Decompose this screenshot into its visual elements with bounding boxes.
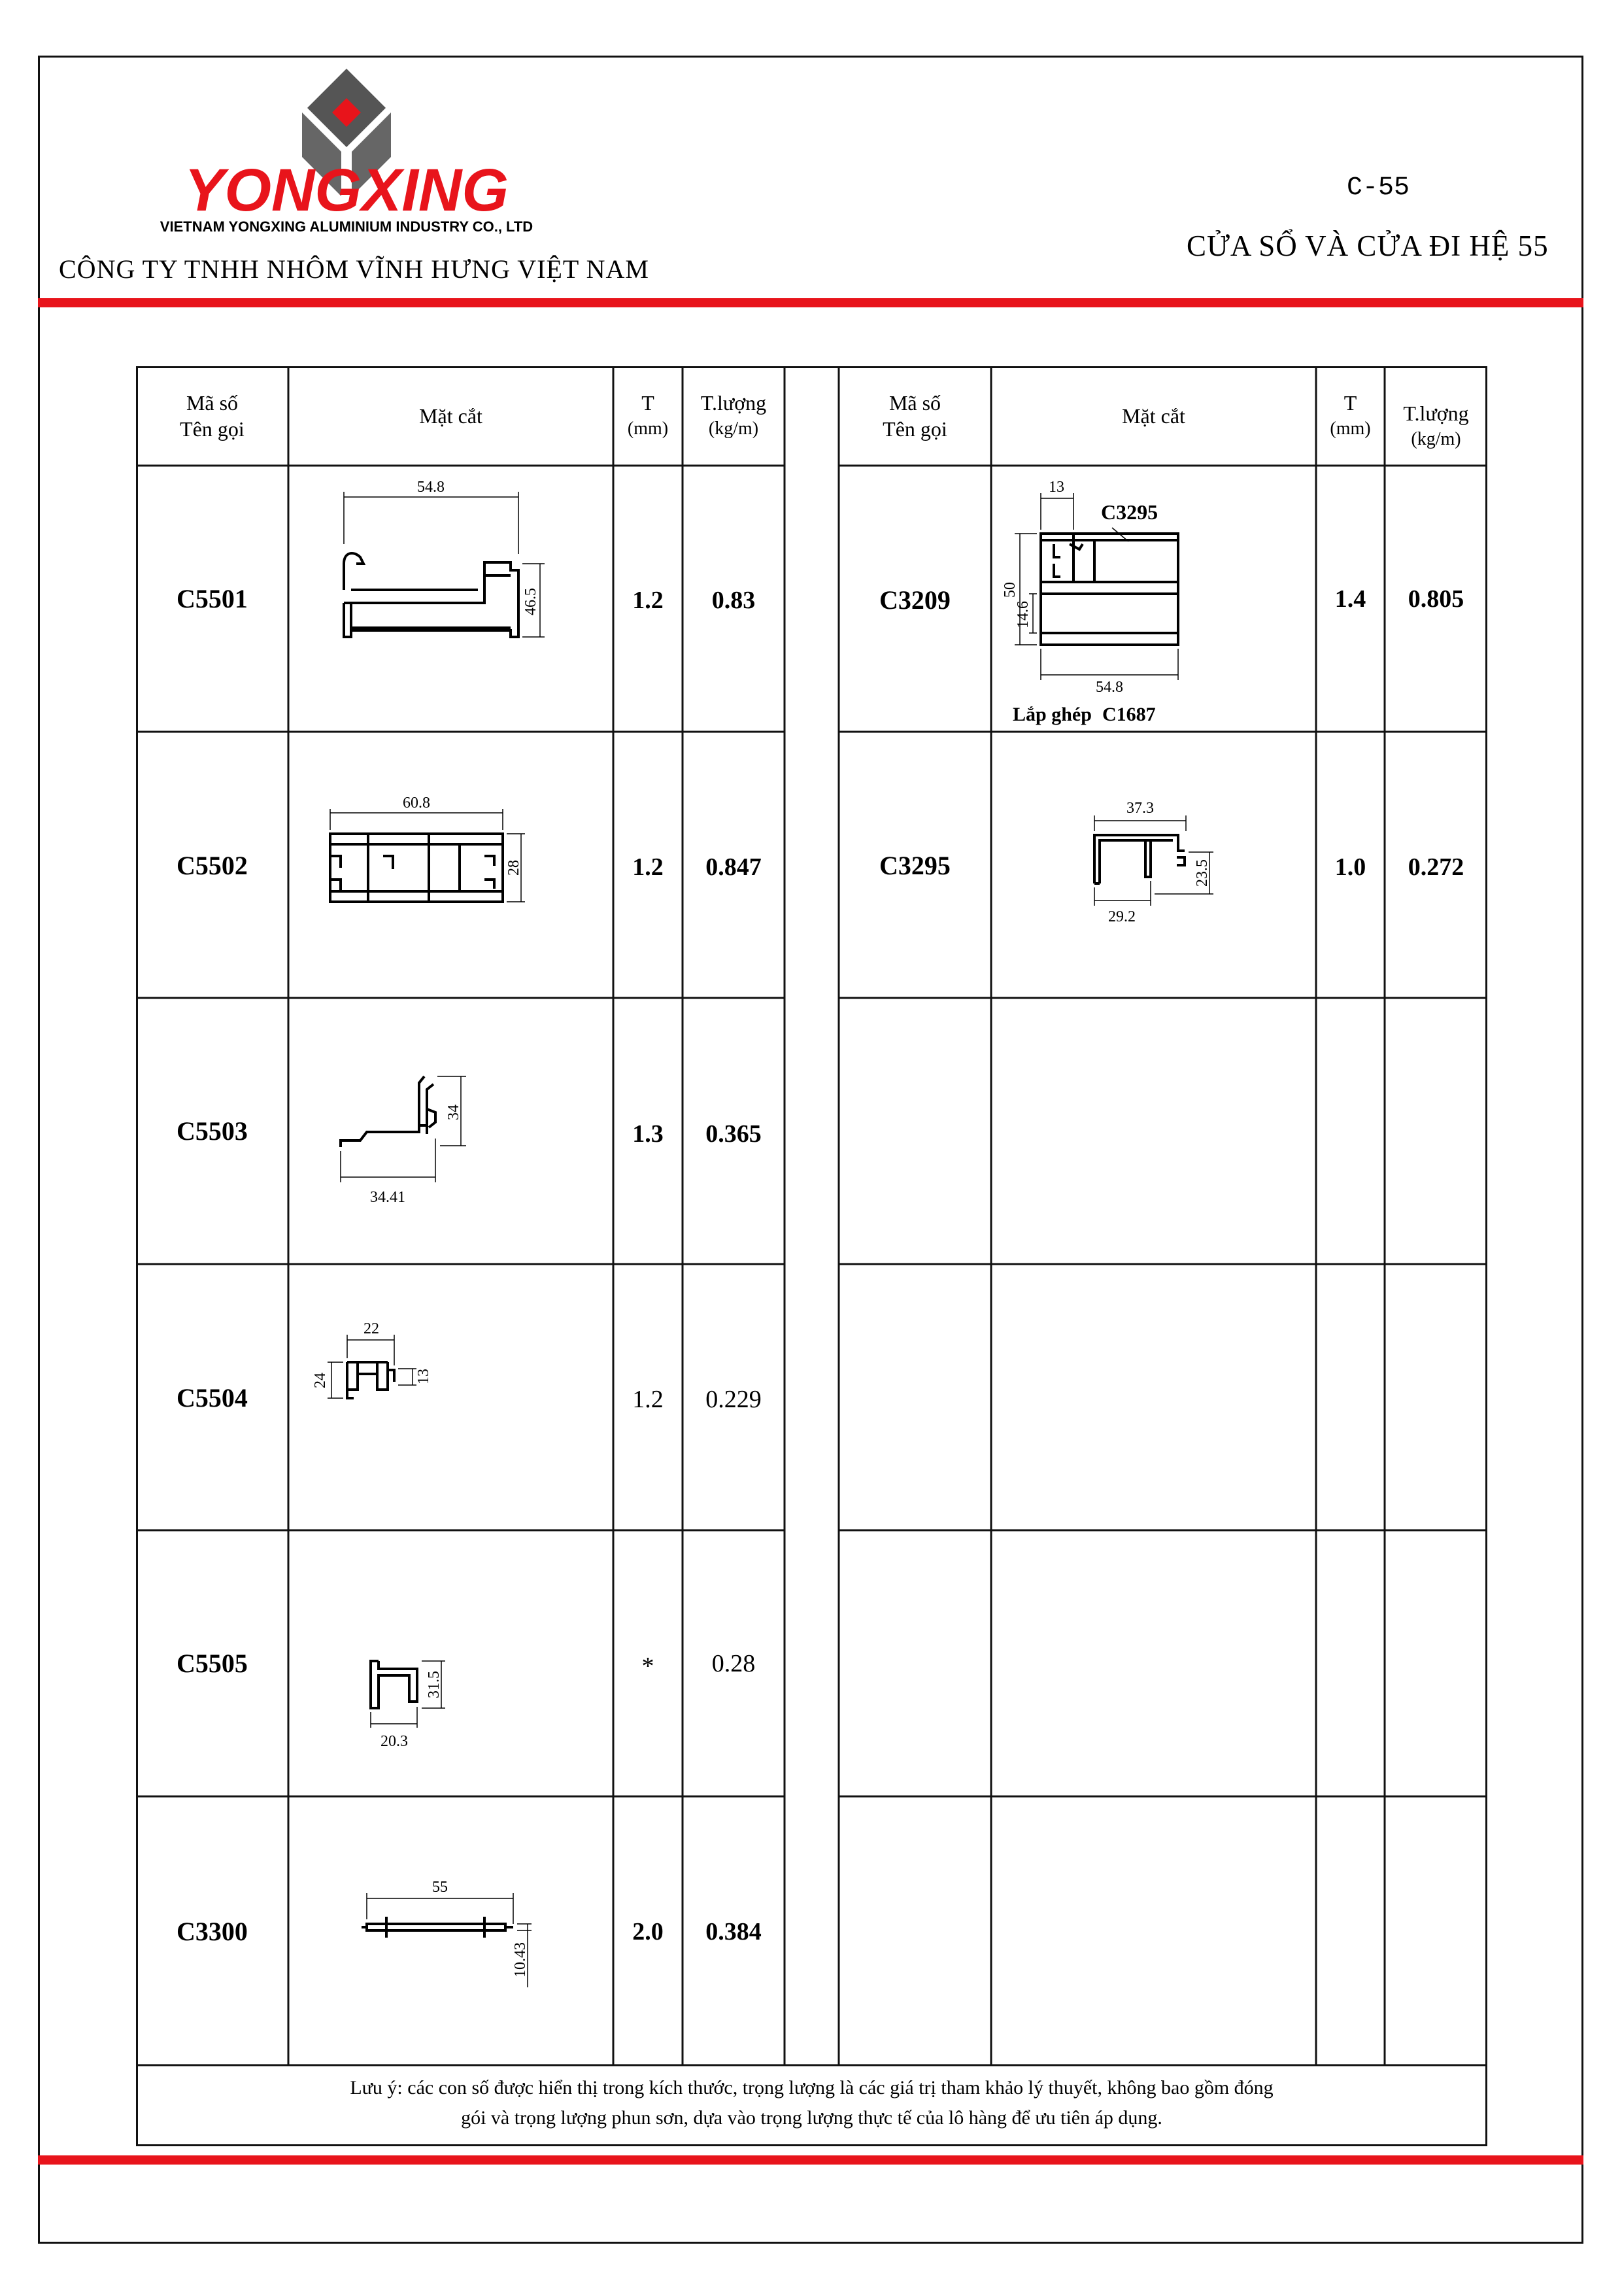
dimension-label: 14.6: [1015, 601, 1032, 628]
document-title: CỬA SỔ VÀ CỬA ĐI HỆ 55: [1187, 230, 1549, 262]
profile-weight: 0.847: [705, 853, 762, 881]
profile-drawing-c5504: [288, 1264, 613, 1530]
header-code-label: Mã số: [186, 391, 239, 415]
company-logo: [131, 65, 562, 235]
header-weight-right: [1385, 400, 1487, 453]
header-name-label: Tên gọi: [180, 417, 245, 441]
profile-thickness: 1.2: [632, 853, 664, 881]
header-code-label: Mã số: [888, 391, 941, 415]
dimension-label: 22: [363, 1320, 379, 1337]
profile-code: C3295: [879, 851, 951, 880]
profile-drawing-c3209: [991, 466, 1316, 732]
profile-thickness: *: [641, 1653, 654, 1680]
profile-thickness: 1.0: [1334, 853, 1366, 881]
logo-subtitle: VIETNAM YONGXING ALUMINIUM INDUSTRY CO., LTD: [160, 218, 533, 235]
profile-code: C3300: [177, 1917, 248, 1946]
header-thickness-label: T: [641, 391, 654, 415]
profile-drawing-c5501: [288, 466, 613, 732]
logo-emblem-icon: [131, 65, 562, 235]
dimension-label: 37.3: [1126, 800, 1154, 817]
dimension-label: 54.8: [1096, 679, 1123, 696]
profile-drawing-c5502: [288, 732, 613, 998]
profile-weight: 0.229: [705, 1386, 762, 1413]
profile-thickness: 1.4: [1334, 585, 1366, 613]
header-weight-label: T.lượng: [700, 391, 767, 415]
profile-code: C5504: [177, 1383, 248, 1413]
profile-code: C5505: [177, 1649, 248, 1678]
dimension-label: 24: [312, 1373, 329, 1388]
header-section-right: Mặt cắt: [1122, 404, 1185, 428]
dimension-label: 23.5: [1194, 859, 1211, 887]
header-red-rule: [38, 298, 1583, 307]
dimension-label: 20.3: [380, 1733, 408, 1750]
profile-drawing-c5505: [288, 1530, 613, 1796]
footnote: [136, 2073, 1487, 2133]
profile-code: C5503: [177, 1116, 248, 1146]
profile-code: C3209: [879, 585, 951, 615]
callout-label: C3295: [1101, 500, 1158, 524]
logo-brand-text: YONGXING: [184, 157, 509, 224]
footer-red-rule: [38, 2155, 1583, 2165]
assembly-code: C1687: [1102, 704, 1156, 725]
profile-thickness: 1.2: [632, 1386, 664, 1413]
header-name-label: Tên gọi: [883, 417, 947, 441]
header-weight-left: [683, 390, 785, 442]
dimension-label: 34: [445, 1105, 462, 1120]
profile-thickness: 2.0: [632, 1918, 664, 1945]
profile-thickness: 1.3: [632, 1120, 664, 1148]
footnote-line-1: Lưu ý: các con số được hiển thị trong kích thước, trọng lượng là các giá trị tham khảo lý thuyết, không bao gồm đóng: [350, 2077, 1274, 2099]
dimension-label: 13: [415, 1369, 432, 1384]
profile-drawing-c3300: [288, 1796, 613, 2063]
header-code-right: [839, 390, 991, 442]
profile-weight: 0.365: [705, 1120, 762, 1148]
header-weight-unit: (kg/m): [708, 419, 759, 439]
header-weight-label: T.lượng: [1403, 402, 1469, 425]
company-name: CÔNG TY TNHH NHÔM VĨNH HƯNG VIỆT NAM: [59, 254, 649, 284]
profile-weight: 0.83: [711, 587, 756, 614]
profile-weight: 0.805: [1408, 585, 1464, 613]
profile-weight: 0.384: [705, 1918, 762, 1945]
header-section-left: Mặt cắt: [419, 404, 482, 428]
dimension-label: 55: [432, 1879, 448, 1896]
dimension-label: 60.8: [403, 795, 430, 812]
dimension-label: 34.41: [370, 1189, 405, 1206]
dimension-label: 50: [1002, 582, 1019, 598]
dimension-label: 10.43: [512, 1942, 529, 1978]
assembly-label: Lắp ghép: [1013, 704, 1092, 725]
profile-drawing-c3295: [991, 732, 1316, 998]
profile-thickness: 1.2: [632, 587, 664, 614]
header-thickness-left: [613, 390, 683, 442]
profile-table: [136, 366, 1487, 2146]
profile-code: C5501: [177, 584, 248, 613]
header-code-left: [136, 390, 288, 442]
dimension-label: 31.5: [426, 1671, 443, 1698]
header-thickness-unit: (mm): [1330, 419, 1371, 439]
profile-drawing-c5503: [288, 998, 613, 1264]
header-thickness-label: T: [1343, 391, 1357, 415]
dimension-label: 54.8: [417, 479, 445, 496]
profile-weight: 0.272: [1408, 853, 1464, 881]
document-code: C-55: [1347, 173, 1410, 203]
profile-code: C5502: [177, 851, 248, 880]
dimension-label: 46.5: [522, 588, 539, 615]
footnote-line-2: gói và trọng lượng phun sơn, dựa vào trọng lượng thực tế của lô hàng để ưu tiên áp dụng.: [461, 2107, 1162, 2129]
header-weight-unit: (kg/m): [1411, 429, 1461, 449]
profile-weight: 0.28: [711, 1650, 756, 1677]
dimension-label: 28: [505, 860, 522, 876]
header-thickness-unit: (mm): [627, 419, 669, 439]
dimension-label: 29.2: [1108, 908, 1136, 925]
dimension-label: 13: [1049, 479, 1064, 496]
header-thickness-right: [1316, 390, 1385, 442]
